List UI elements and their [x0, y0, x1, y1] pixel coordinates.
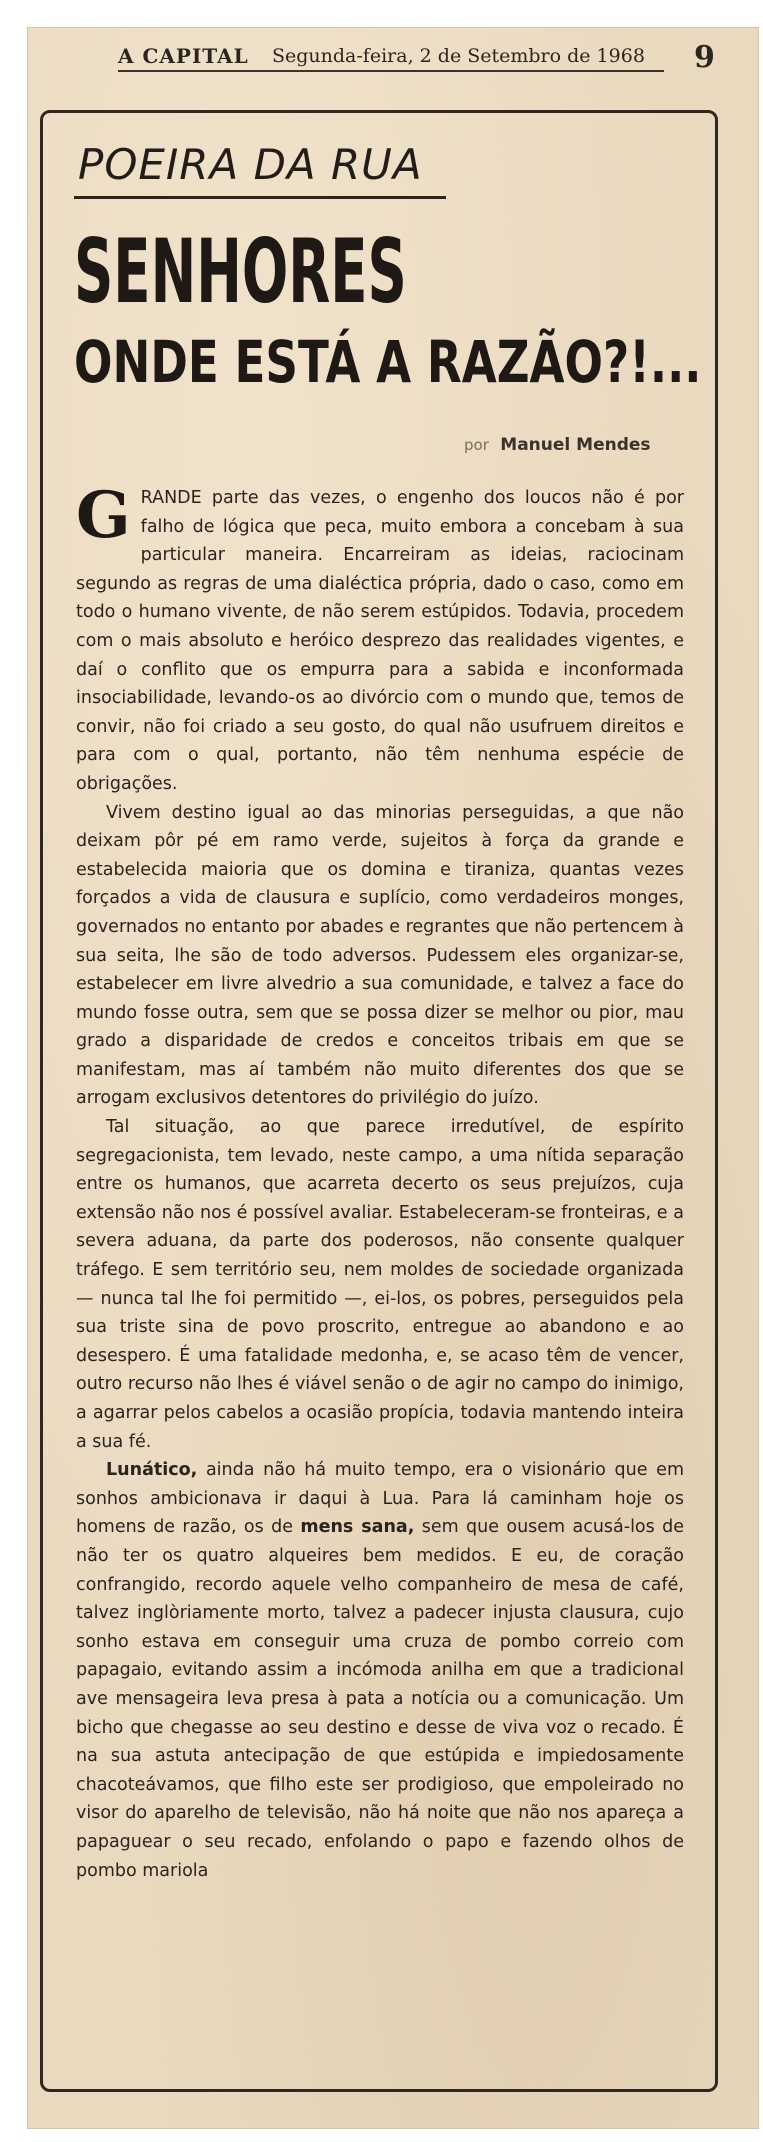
paragraph-4-text-a: ainda não há muito tempo, era o visionário que em sonhos ambicionava ir daqui à Lua. Para lá caminham hoje os homens de razão, os de	[76, 1460, 684, 1538]
page-number: 9	[694, 40, 715, 75]
author-name: Manuel Mendes	[500, 435, 651, 455]
section-title: POEIRA DA RUA	[78, 140, 423, 189]
article-paragraph-4	[76, 1456, 684, 1885]
paragraph-4-text-b: sem que ousem acusá-los de não ter os quatro alqueires bem medidos. E eu, de coração confrangido, recordo aquele velho companheiro de mesa de café, talvez inglòriamente morto, talvez a padecer injusta clausura, cujo sonho estava em conseguir uma cruza de pombo correio com papagaio, evitando assim a incómoda anilha em que a tradicional ave mensageira leva presa à pata a notícia ou a comunicação. Um bicho que chegasse ao seu destino e desse de viva voz o recado. É na sua astuta antecipação de que estúpida e impiedosamente chacoteávamos, que filho este ser prodigioso, que empoleirado no visor do aparelho de televisão, não há noite que não nos apareça a papaguear o seu recado, enfolando o papo e fazendo olhos de pombo mariola	[76, 1517, 684, 1881]
headline-line-2: ONDE ESTÁ A RAZÃO?!...	[74, 328, 702, 396]
paragraph-1-text: RANDE parte das vezes, o engenho dos loucos não é por falho de lógica que peca, muito embora a concebam à sua particular maneira. Encarreiram as ideias, raciocinam segundo as regras de uma dialéctica própria, dado o caso, como em todo o humano vivente, de não serem estúpidos. Todavia, procedem com o mais absoluto e heróico desprezo das realidades vigentes, e daí o conflito que os empurra para a sabida e inconformada insociabilidade, levando-os ao divórcio com o mundo que, temos de convir, não foi criado a seu gosto, do qual não usufruem direitos e para com o qual, portanto, não têm nenhuma espécie de obrigações.	[76, 488, 684, 794]
drop-cap: G	[76, 478, 131, 553]
masthead-rule	[118, 70, 664, 72]
lunatico-bold: Lunático,	[106, 1460, 198, 1481]
newspaper-name: A CAPITAL	[118, 44, 249, 68]
byline-prefix: por	[464, 436, 489, 454]
section-title-underline	[74, 196, 446, 199]
issue-date: Segunda-feira, 2 de Setembro de 1968	[272, 45, 645, 67]
article-paragraph-3: Tal situação, ao que parece irredutível, de espírito segregacionista, tem levado, neste campo, a uma nítida separação entre os humanos, que acarreta decerto os seus prejuízos, cuja extensão não nos é possível avaliar. Estabeleceram-se fronteiras, e a severa aduana, da parte dos poderosos, não consente qualquer tráfego. E sem território seu, nem moldes de sociedade organizada — nunca tal lhe foi permitido —, ei-los, os pobres, perseguidos pela sua triste sina de povo proscrito, entregue ao abandono e ao desespero. É uma fatalidade medonha, e, se acaso têm de vencer, outro recurso não lhes é viável senão o de agir no campo do inimigo, a agarrar pelos cabelos a ocasião propícia, todavia mantendo inteira a sua fé.	[76, 1117, 684, 1452]
byline	[464, 435, 651, 455]
article-body	[76, 478, 684, 1885]
masthead	[82, 40, 752, 75]
article-paragraph-1	[76, 478, 684, 799]
headline-line-1: SENHORES	[74, 220, 407, 323]
mens-sana-bold: mens sana,	[300, 1517, 415, 1538]
article-paragraph-2: Vivem destino igual ao das minorias perseguidas, a que não deixam pôr pé em ramo verde, sujeitos à força da grande e estabelecida maioria que os domina e tiraniza, quantas vezes forçados a vida de clausura e suplício, como verdadeiros monges, governados no entanto por abades e regrantes que não pertencem à sua seita, lhe são de todo adversos. Pudessem eles organizar-se, estabelecer em livre alvedrio a sua comunidade, e talvez a face do mundo fosse outra, sem que se possa dizer se melhor ou pior, mau grado a disparidade de credos e conceitos tribais em que se manifestam, mas aí também não muito diferentes dos que se arrogam exclusivos detentores do privilégio do juízo.	[76, 802, 684, 1109]
